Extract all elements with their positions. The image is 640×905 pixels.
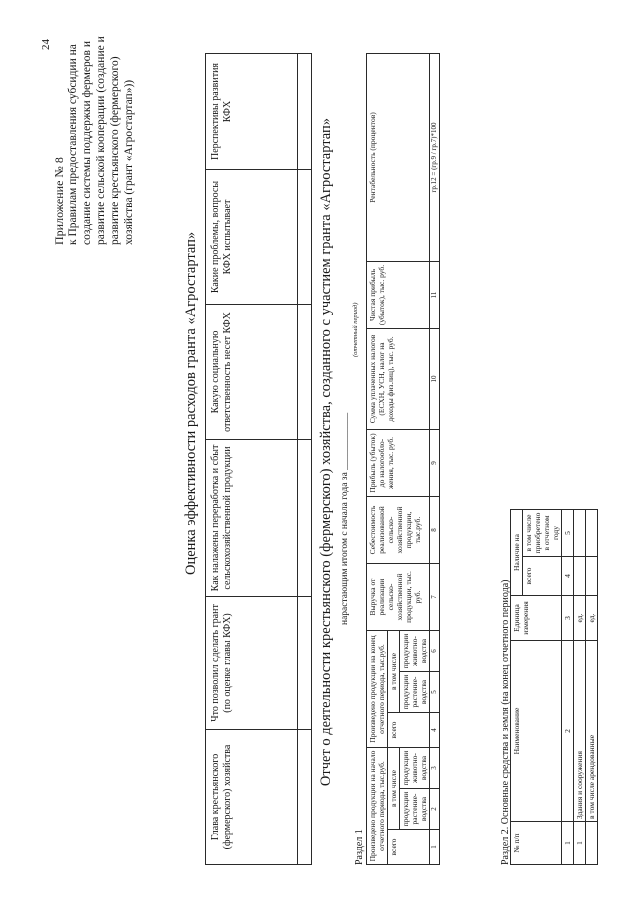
col-number: гр.12 = (гр.9 / гр.7)*100 (430, 54, 440, 262)
col-number: 1 (430, 830, 440, 865)
col-head-grant-result: Что позволил сделать грант (по оценке главы КФХ) (206, 597, 298, 730)
col-head-unit: Единица измерения (511, 596, 562, 641)
period-blank: ____________ (340, 412, 350, 470)
col-head-acquired: в том числе приобретено в отчетном году (523, 510, 562, 557)
section1-table (366, 53, 440, 865)
col-head-crop-end: продукции растение-водства (400, 672, 430, 713)
row-num (586, 822, 598, 865)
col-number: 9 (430, 430, 440, 497)
col-head-availability: Наличие на (511, 510, 523, 596)
appendix-block (52, 20, 136, 245)
col-number: 5 (430, 672, 440, 713)
col-head-crop-start: продукции растение-водства (400, 789, 430, 830)
col-number: 3 (430, 748, 440, 789)
col-number: 6 (430, 631, 440, 672)
col-head-social: Какую социальную ответственность несет КФХ (206, 305, 298, 440)
report-title: Отчет о деятельности крестьянского (фермерского) хозяйства, созданного с участием гранта «Агростартап» (318, 117, 334, 787)
row-name: Здания и сооружения (574, 641, 586, 822)
column-number-row (562, 510, 574, 865)
col-head-num: № п/п (511, 822, 562, 865)
row-num: 1 (574, 822, 586, 865)
appendix-line: развитие крестьянского (фермерского) (109, 56, 121, 245)
period-line (340, 413, 350, 625)
col-number: 11 (430, 262, 440, 329)
column-number-row (430, 54, 440, 865)
col-number: 10 (430, 329, 440, 430)
col-number: 7 (430, 564, 440, 631)
col-head-total: всего (523, 557, 562, 596)
section2-label: Раздел 2. Основные средства и земля (на конец отчетного периода) (500, 579, 511, 865)
col-head-farmer: Глава крестьянского (фермерского) хозяйства (206, 730, 298, 865)
col-head-total-end: всего (388, 713, 430, 748)
col-head-livestock-end: продукции животно-водства (400, 631, 430, 672)
table-row (574, 510, 586, 865)
col-number: 2 (562, 641, 574, 822)
col-head-net-profit: Чистая прибыль (убыток), тыс. руб. (367, 262, 430, 329)
col-head-taxes: Сумма уплаченных налогов (ЕСХН, УСН, налог на доходы физ.лиц), тыс. руб. (367, 329, 430, 430)
appendix-line: развитие сельской кооперации (создание и (95, 36, 107, 245)
col-number: 5 (562, 510, 574, 557)
page-number: 24 (40, 39, 52, 50)
col-head-processing: Как налажены переработка и сбыт сельскохозяйственной продукции (206, 440, 298, 597)
col-head-prospects: Перспективы развития КФХ (206, 54, 298, 170)
appendix-title: Приложение № 8 (52, 157, 66, 245)
row-unit: ед. (574, 596, 586, 641)
col-number: 2 (430, 789, 440, 830)
efficiency-title: Оценка эффективности расходов гранта «Агростартап» (183, 231, 199, 575)
period-caption: (отчетный период) (352, 302, 359, 357)
appendix-line: создание системы поддержки фермеров и (81, 41, 93, 245)
col-head-profitability: Рентабельность (процентов) (367, 54, 430, 262)
col-head-incl-end: в том числе (388, 631, 400, 713)
col-head-total-start: всего (388, 830, 430, 865)
efficiency-table (205, 53, 312, 865)
col-head-problems: Какие проблемы, вопросы КФХ испытывает (206, 170, 298, 305)
period-label: нарастающим итогом с начала года за (340, 472, 350, 625)
row-name: в том числе арендованные (586, 641, 598, 822)
table-row (586, 510, 598, 865)
col-head-incl-start: в том числе (388, 748, 400, 830)
col-number: 4 (562, 557, 574, 596)
row-unit: ед. (586, 596, 598, 641)
section1-label: Раздел 1 (354, 829, 365, 865)
col-head-livestock-start: продукции животно-водства (400, 748, 430, 789)
section2-table (510, 509, 598, 865)
col-number: 1 (562, 822, 574, 865)
table-row (298, 54, 312, 865)
col-head-name: Наименование (511, 641, 562, 822)
group-head-end: Произведено продукции на конец отчетного периода, тыс.руб. (367, 631, 388, 748)
col-number: 8 (430, 497, 440, 564)
appendix-line: к Правилам предоставления субсидии на (67, 44, 79, 245)
col-head-cost: Себестоимость реализованной сельско-хозяйственной продукции, тыс.руб. (367, 497, 430, 564)
col-number: 3 (562, 596, 574, 641)
col-head-revenue: Выручка от реализации сельско-хозяйственной продукции, тыс. руб. (367, 564, 430, 631)
col-head-profit-before-tax: Прибыль (убыток) до налогообло-жения, тыс. руб. (367, 430, 430, 497)
group-head-start: Произведено продукции на начало отчетного периода, тыс.руб. (367, 748, 388, 865)
appendix-line: хозяйства (грант «Агростартап»)) (123, 79, 135, 245)
col-number: 4 (430, 713, 440, 748)
